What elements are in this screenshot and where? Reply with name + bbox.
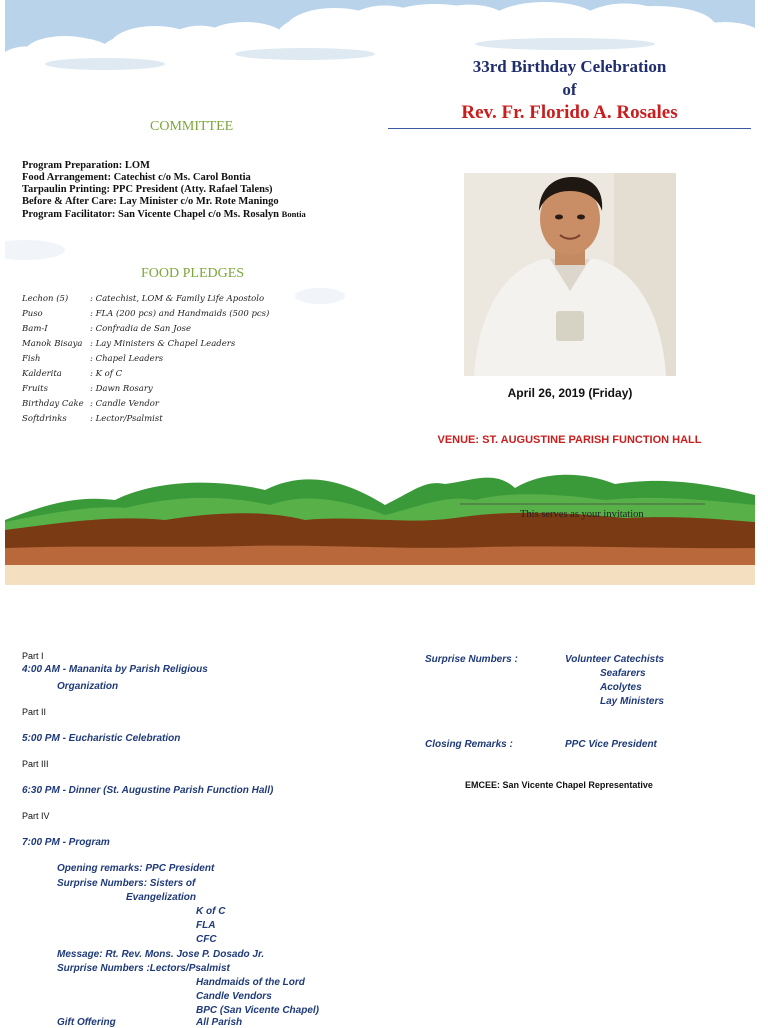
committee-item: Before & After Care: Lay Minister c/o Mr. Rote Maningo [22,196,279,207]
pledge-by: : K of C [90,369,123,379]
program-part-label: Part IV [22,811,50,821]
committee-item: Tarpaulin Printing: PPC President (Atty. Rafael Talens) [22,184,273,195]
program-entry: Surprise Numbers : [425,654,518,665]
emcee-line: EMCEE: San Vicente Chapel Representative [465,780,653,790]
program-entry: Candle Vendors [196,991,272,1002]
pledge-food: Kalderita [22,369,62,379]
program-entry: Evangelization [126,892,197,903]
program-entry: Surprise Numbers :Lectors/Psalmist [57,963,230,974]
committee-item: Food Arrangement: Catechist c/o Ms. Carol Bontia [22,172,251,183]
program-entry: Handmaids of the Lord [196,977,305,988]
pledge-food: Birthday Cake [22,399,84,409]
event-date: April 26, 2019 (Friday) [507,386,633,400]
program-entry: Gift Offering [57,1017,116,1028]
program-entry: Closing Remarks : [425,739,513,750]
program-entry: 7:00 PM - Program [22,837,110,848]
pledge-food: Lechon (5) [22,294,69,304]
program-entry: Organization [57,681,119,692]
program-entry: Opening remarks: PPC President [57,863,215,874]
program-entry: 4:00 AM - Mananita by Parish Religious [22,664,208,675]
pledge-food: Softdrinks [22,414,67,424]
title-birthday-celebration: 33rd Birthday Celebration [472,57,667,76]
pledge-by: : Dawn Rosary [90,384,153,394]
committee-item [22,208,306,221]
committee-item-suffix: Bontia [281,209,306,219]
program-entry: Acolytes [600,682,642,693]
program-entry: Seafarers [600,668,646,679]
title-of: of [562,80,577,99]
program-entry: Surprise Numbers: Sisters of [57,878,196,889]
program-entry: 6:30 PM - Dinner (St. Augustine Parish Function Hall) [22,785,274,796]
program-entry: BPC (San Vicente Chapel) [196,1005,319,1016]
pledge-food: Bam-I [22,324,48,334]
program-part-label: Part III [22,759,49,769]
invitation-note: This serves as your invitation [520,509,644,520]
program-entry: 5:00 PM - Eucharistic Celebration [22,733,181,744]
portrait-image [464,173,676,376]
program-entry: Volunteer Catechists [565,654,665,665]
program-entry: K of C [196,906,226,917]
program-part-label: Part II [22,707,47,717]
pledge-food: Fruits [22,384,48,394]
food-pledges-heading: FOOD PLEDGES [141,266,245,281]
pledge-by: : Candle Vendor [90,399,159,409]
program-entry: Lay Ministers [600,696,664,707]
program-entry: All Parish [196,1017,243,1028]
pledge-food: Manok Bisaya [22,339,83,349]
pledge-food: Puso [22,309,43,319]
event-venue: VENUE: ST. AUGUSTINE PARISH FUNCTION HALL [437,434,702,446]
pledge-by: : FLA (200 pcs) and Handmaids (500 pcs) [90,309,270,319]
committee-heading: COMMITTEE [150,119,234,134]
pledge-by: : Chapel Leaders [90,354,164,364]
pledge-by: : Lay Ministers & Chapel Leaders [90,339,236,349]
honoree-photo [464,173,676,376]
pledge-by: : Lector/Psalmist [90,414,163,424]
program-entry: PPC Vice President [565,739,657,750]
program-part-label: Part I [22,651,44,661]
program-entry: Message: Rt. Rev. Mons. Jose P. Dosado Jr. [57,949,265,960]
pledge-by: : Catechist, LOM & Family Life Apostolo [90,294,265,304]
committee-item-text: Program Facilitator: San Vicente Chapel c/o Ms. Rosalyn [22,209,280,220]
committee-item: Program Preparation: LOM [22,160,150,171]
title-honoree-name: Rev. Fr. Florido A. Rosales [461,102,678,123]
program-entry: CFC [196,934,217,945]
title-divider [388,128,751,129]
pledge-food: Fish [22,354,41,364]
program-entry: FLA [196,920,216,931]
pledge-by: : Confradia de San Jose [90,324,192,334]
